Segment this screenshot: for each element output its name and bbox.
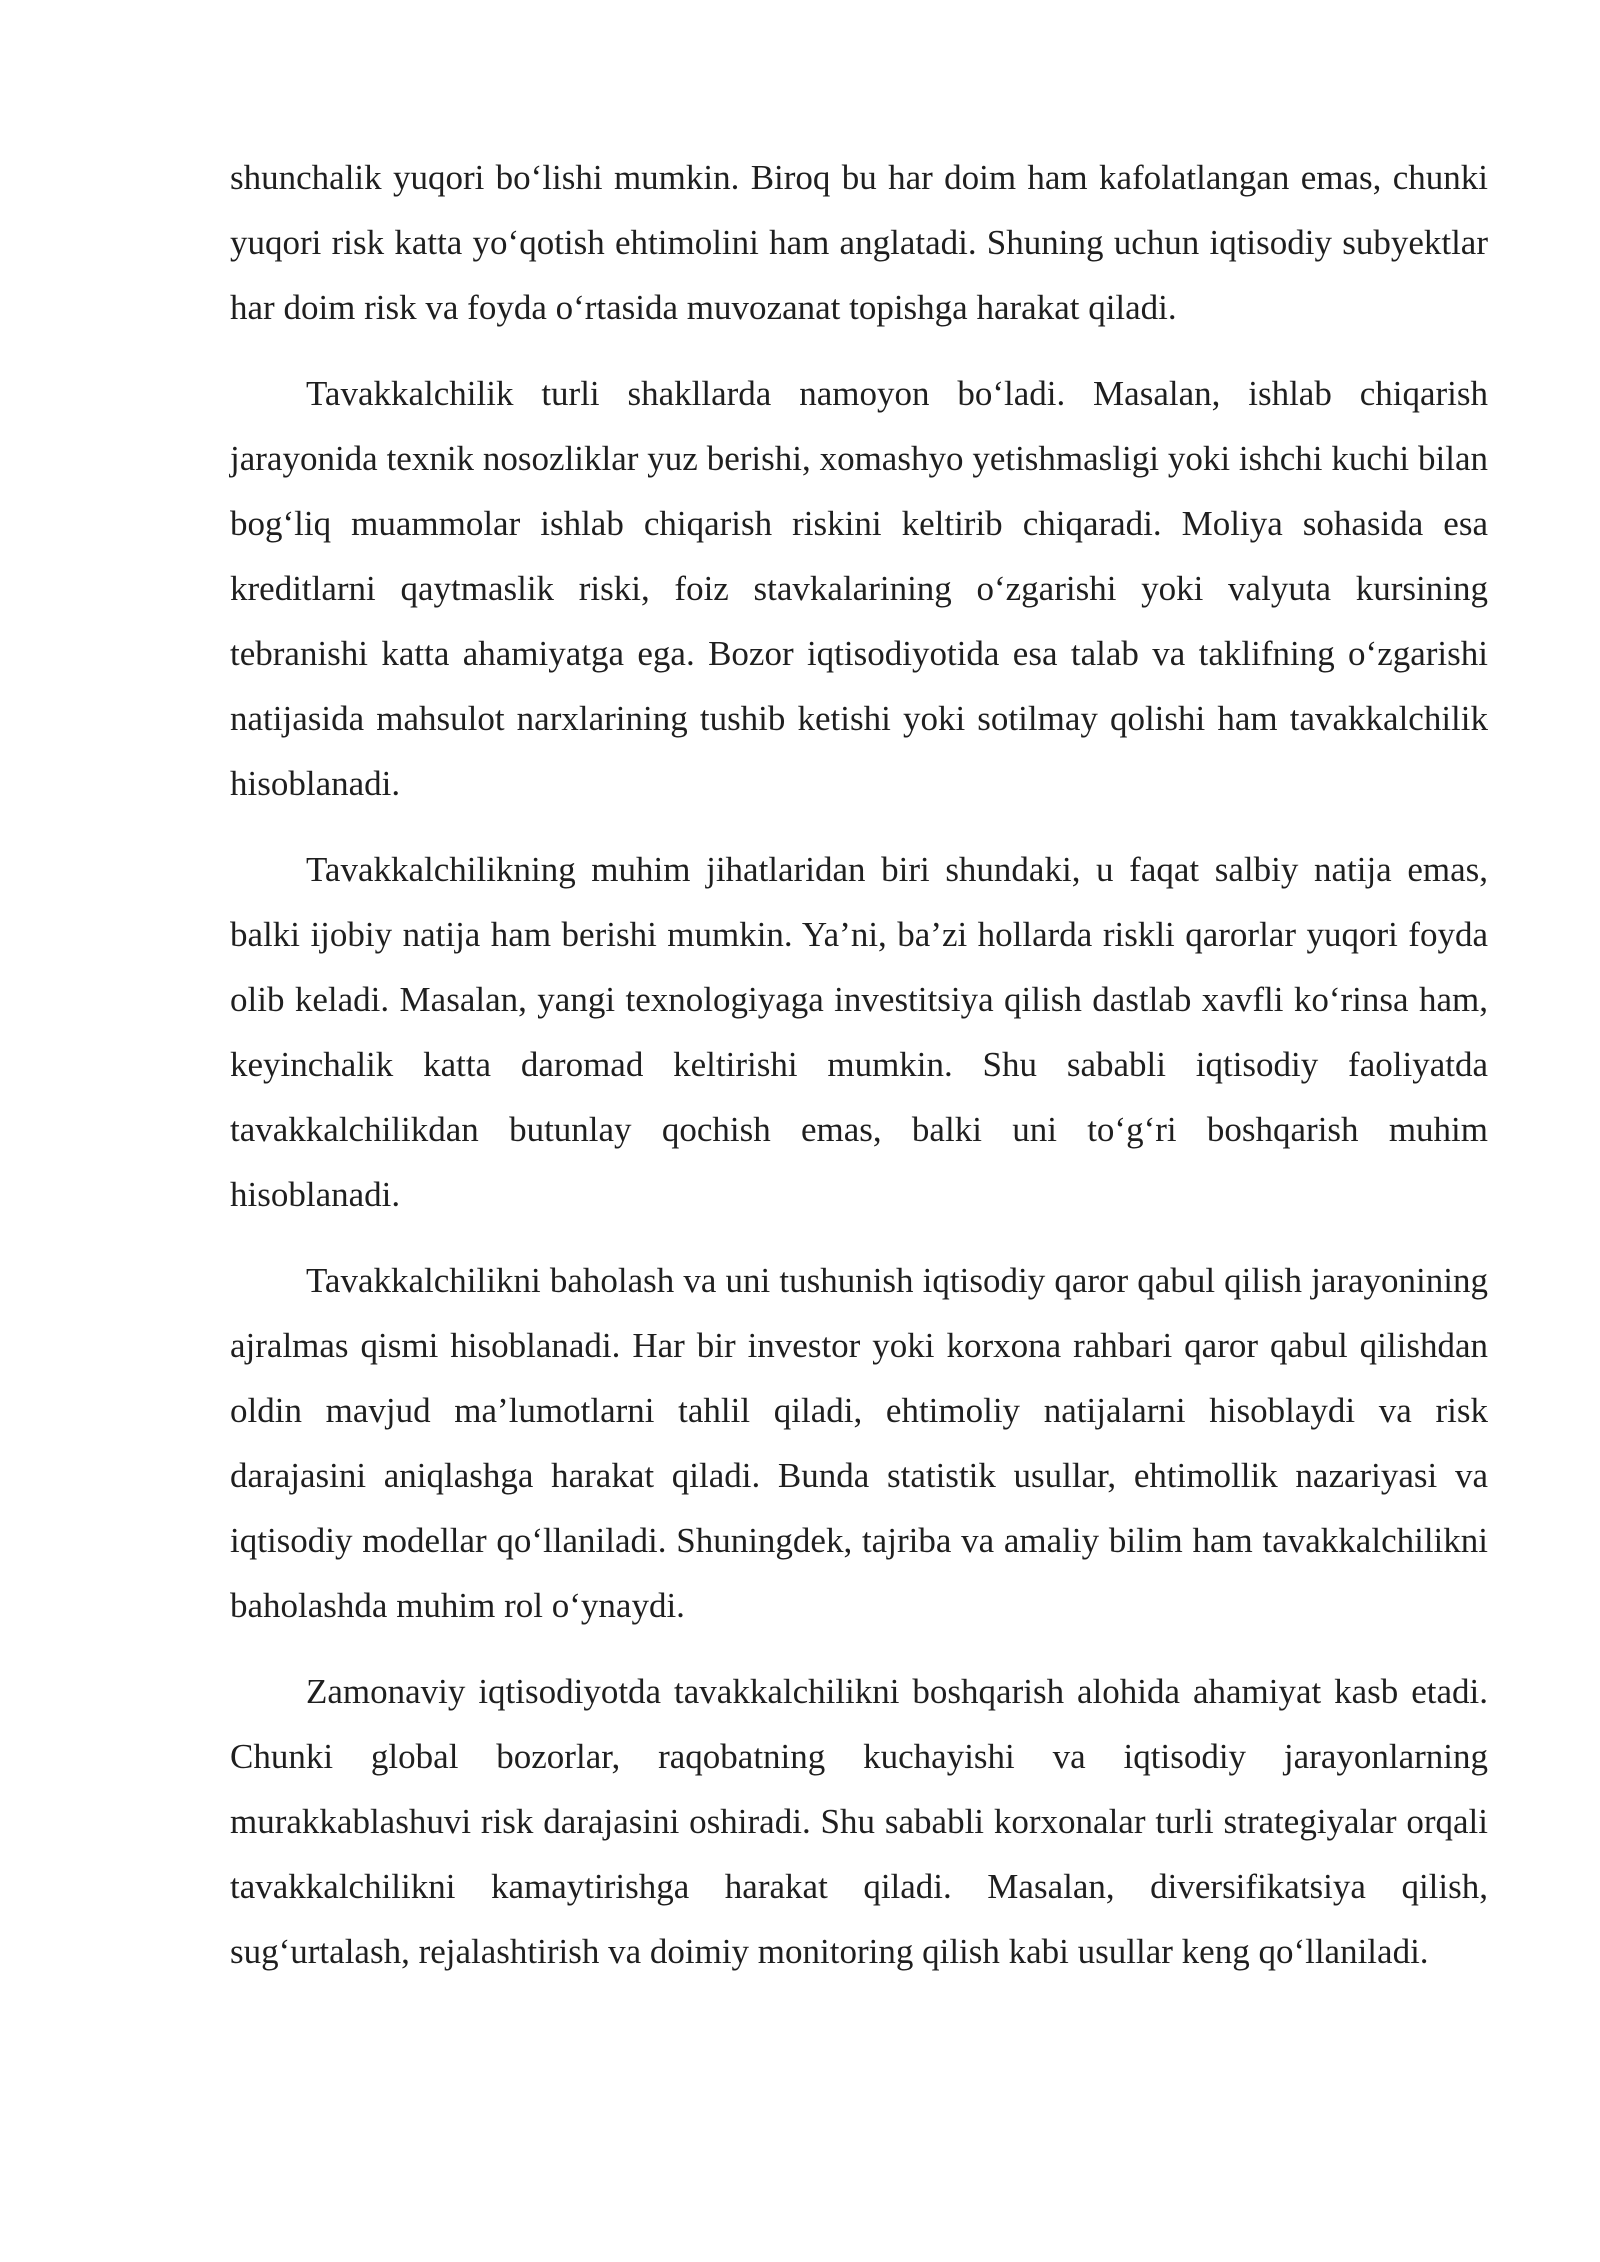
paragraph-positive-outcome: Tavakkalchilikning muhim jihatlaridan biri shundaki, u faqat salbiy natija emas, balki ijobiy natija ham berishi mumkin. Ya’ni, ba’zi hollarda riskli qarorlar yuqori foyda olib keladi. Masalan, yangi texnologiyaga investitsiya qilish dastlab xavfli ko‘rinsa ham, keyinchalik katta daromad keltirishi mumkin. Shu sababli iqtisodiy faoliyatda tavakkalchilikdan butunlay qochish emas, balki uni to‘g‘ri boshqarish muhim hisoblanadi. (230, 850, 1488, 1214)
body-text (230, 145, 1488, 2005)
paragraph-risk-assessment: Tavakkalchilikni baholash va uni tushunish iqtisodiy qaror qabul qilish jarayonining ajralmas qismi hisoblanadi. Har bir investor yoki korxona rahbari qaror qabul qilishdan oldin mavjud ma’lumotlarni tahlil qiladi, ehtimoliy natijalarni hisoblaydi va risk darajasini aniqlashga harakat qiladi. Bunda statistik usullar, ehtimollik nazariyasi va iqtisodiy modellar qo‘llaniladi. Shuningdek, tajriba va amaliy bilim ham tavakkalchilikni baholashda muhim rol o‘ynaydi. (230, 1261, 1488, 1625)
paragraph-risk-management: Zamonaviy iqtisodiyotda tavakkalchilikni boshqarish alohida ahamiyat kasb etadi. Chunki global bozorlar, raqobatning kuchayishi va iqtisodiy jarayonlarning murakkablashuvi risk darajasini oshiradi. Shu sababli korxonalar turli strategiyalar orqali tavakkalchilikni kamaytirishga harakat qiladi. Masalan, diversifikatsiya qilish, sug‘urtalash, rejalashtirish va doimiy monitoring qilish kabi usullar keng qo‘llaniladi. (230, 1672, 1488, 1971)
paragraph-forms-of-risk: Tavakkalchilik turli shakllarda namoyon bo‘ladi. Masalan, ishlab chiqarish jarayonida texnik nosozliklar yuz berishi, xomashyo yetishmasligi yoki ishchi kuchi bilan bog‘liq muammolar ishlab chiqarish riskini keltirib chiqaradi. Moliya sohasida esa kreditlarni qaytmaslik riski, foiz stavkalarining o‘zgarishi yoki valyuta kursining tebranishi katta ahamiyatga ega. Bozor iqtisodiyotida esa talab va taklifning o‘zgarishi natijasida mahsulot narxlarining tushib ketishi yoki sotilmay qolishi ham tavakkalchilik hisoblanadi. (230, 374, 1488, 803)
paragraph-continuation: shunchalik yuqori bo‘lishi mumkin. Biroq bu har doim ham kafolatlangan emas, chunki yuqori risk katta yo‘qotish ehtimolini ham anglatadi. Shuning uchun iqtisodiy subyektlar har doim risk va foyda o‘rtasida muvozanat topishga harakat qiladi. (230, 158, 1488, 327)
